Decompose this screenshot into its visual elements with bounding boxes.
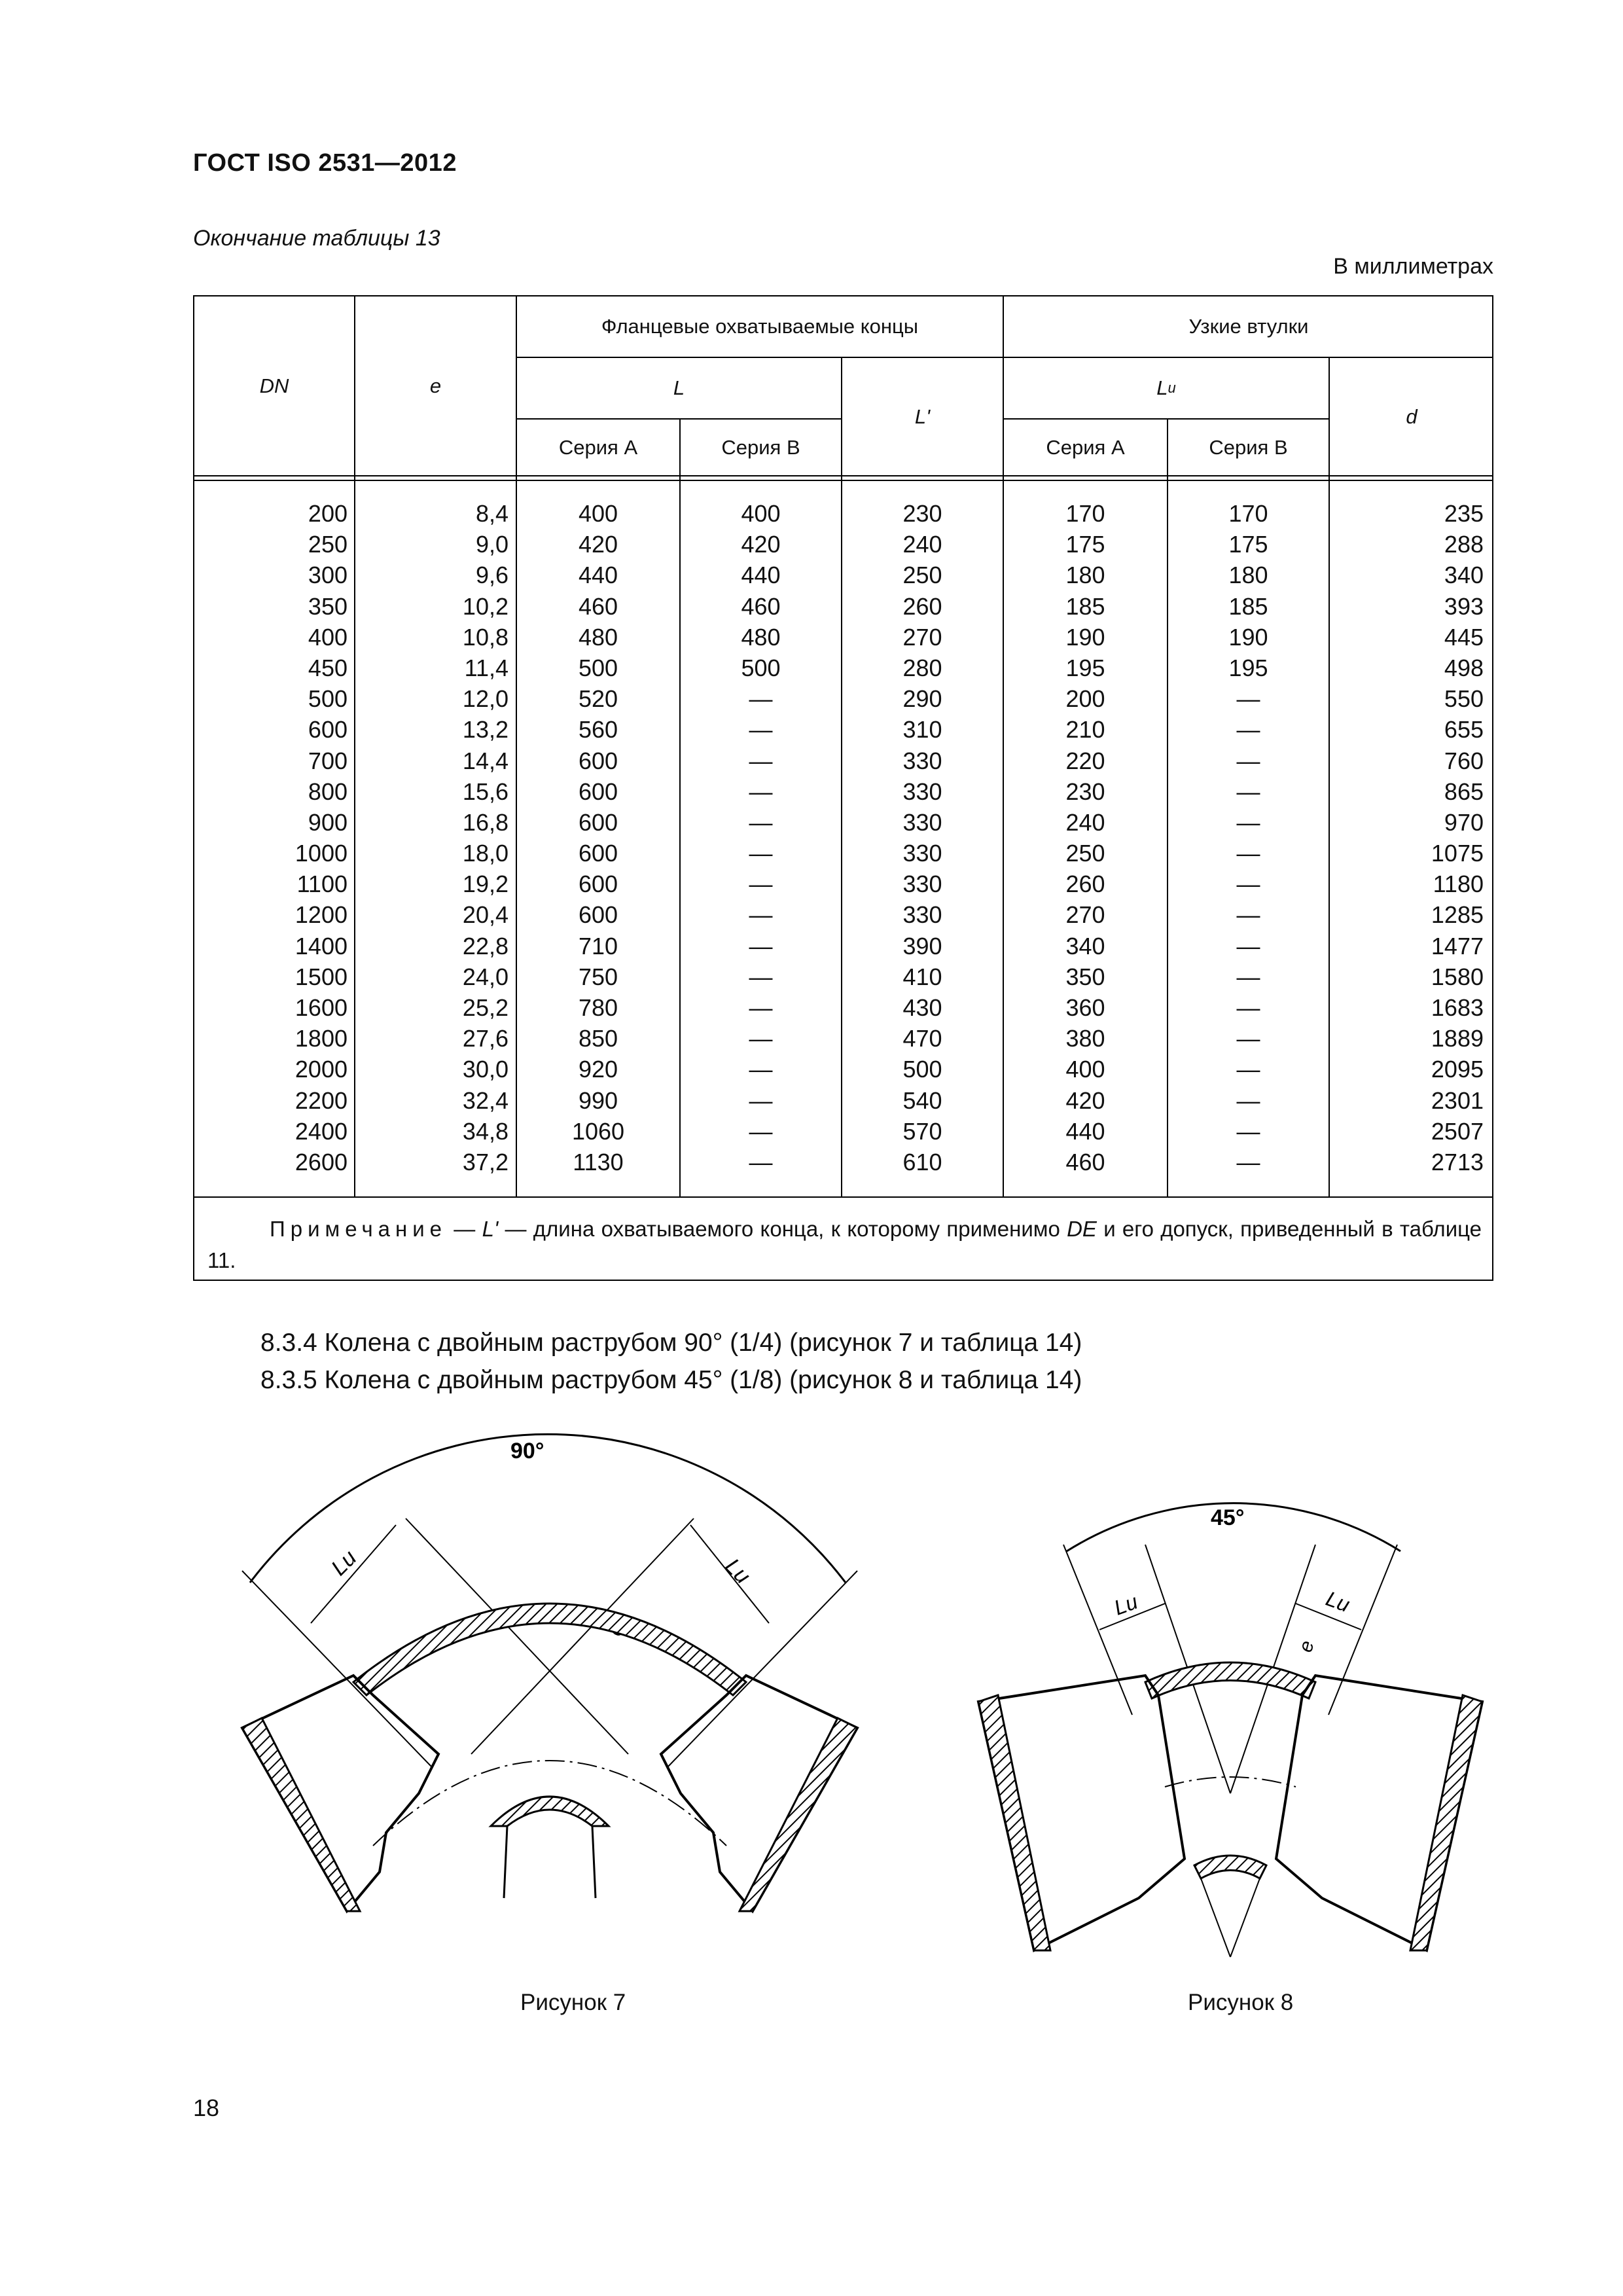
- table-cell: —: [749, 1117, 773, 1145]
- table-cell: 400: [578, 500, 618, 527]
- table-cell: 440: [1065, 1117, 1105, 1145]
- table-cell: 22,8: [462, 932, 508, 960]
- table-cell: 750: [578, 963, 618, 990]
- table-cell: —: [1236, 870, 1260, 898]
- table-cell: —: [1236, 716, 1260, 744]
- table-cell: 500: [308, 685, 348, 713]
- table-cell: 450: [308, 654, 348, 681]
- table-cell: —: [749, 901, 773, 929]
- table-cell: 1600: [294, 994, 348, 1021]
- header-dn: DN: [259, 374, 289, 397]
- table-cell: 310: [902, 716, 942, 744]
- table-cell: 1100: [296, 870, 348, 898]
- header-flanged-ends: Фланцевые охватываемые концы: [601, 315, 919, 338]
- column-Lu-series-a: [1004, 498, 1167, 1177]
- header-d: d: [1406, 404, 1418, 428]
- table-cell: 10,2: [462, 592, 508, 620]
- figure-7-drawing: [223, 1427, 877, 1964]
- table-cell: 190: [1228, 623, 1268, 651]
- table-cell: 2600: [294, 1148, 348, 1175]
- table-cell: 1580: [1431, 963, 1484, 990]
- table-cell: 1130: [573, 1148, 624, 1175]
- table-cell: 200: [308, 500, 348, 527]
- table-cell: —: [749, 932, 773, 960]
- table-cell: 480: [741, 623, 781, 651]
- table-cell: 600: [578, 747, 618, 774]
- fig8-lu-right: Lu: [1323, 1587, 1353, 1617]
- table-cell: —: [1236, 778, 1260, 805]
- table-cell: 32,4: [462, 1086, 508, 1114]
- table-cell: 1200: [294, 901, 348, 929]
- table-cell: 230: [902, 500, 942, 527]
- table-cell: 290: [902, 685, 942, 713]
- fig8-angle-label: 45°: [1211, 1505, 1245, 1530]
- table-cell: 380: [1065, 1025, 1105, 1052]
- table-caption: Окончание таблицы 13: [193, 226, 440, 251]
- table-cell: 360: [1065, 994, 1105, 1021]
- table-cell: 655: [1444, 716, 1484, 744]
- table-cell: 330: [902, 870, 942, 898]
- table-cell: 1889: [1431, 1025, 1484, 1052]
- table-cell: 16,8: [462, 808, 508, 836]
- table-cell: 280: [902, 654, 942, 681]
- table-cell: 1683: [1431, 994, 1484, 1021]
- table-cell: 350: [1065, 963, 1105, 990]
- table-cell: 1800: [294, 1025, 348, 1052]
- table-cell: —: [749, 870, 773, 898]
- table-cell: 600: [578, 870, 618, 898]
- table-cell: —: [749, 1086, 773, 1114]
- table-cell: 460: [578, 592, 618, 620]
- table-cell: 600: [308, 716, 348, 744]
- section-8-3-5: 8.3.5 Колена с двойным раструбом 45° (1/8) (рисунок 8 и таблица 14): [260, 1366, 1082, 1394]
- table-cell: 600: [578, 840, 618, 867]
- table-cell: 1500: [294, 963, 348, 990]
- table-cell: 390: [902, 932, 942, 960]
- table-cell: 250: [1065, 840, 1105, 867]
- table-note: Примечание — L' — длина охватываемого конца, к которому применимо DE и его допуск, приведенный в таблице 11.: [207, 1217, 1482, 1272]
- column-Lu-series-b: [1168, 498, 1329, 1177]
- table-cell: —: [749, 685, 773, 713]
- table-cell: 865: [1444, 778, 1484, 805]
- column-e: [355, 498, 508, 1177]
- table-cell: 180: [1065, 562, 1105, 589]
- table-cell: 400: [308, 623, 348, 651]
- table-cell: 250: [902, 562, 942, 589]
- table-cell: 2301: [1431, 1086, 1484, 1114]
- table-cell: —: [1236, 1148, 1260, 1175]
- table-cell: 8,4: [475, 500, 508, 527]
- column-L-prime: [842, 498, 1003, 1177]
- table-cell: 1285: [1431, 901, 1484, 929]
- table-cell: 37,2: [462, 1148, 508, 1175]
- table-cell: —: [749, 994, 773, 1021]
- table-cell: 195: [1065, 654, 1105, 681]
- table-cell: —: [1236, 1117, 1260, 1145]
- table-cell: 220: [1065, 747, 1105, 774]
- page-number: 18: [193, 2094, 220, 2121]
- table-cell: 500: [902, 1056, 942, 1083]
- table-cell: —: [1236, 747, 1260, 774]
- table-cell: 12,0: [462, 685, 508, 713]
- table-cell: 18,0: [462, 840, 508, 867]
- table-cell: 445: [1444, 623, 1484, 651]
- table-cell: 25,2: [462, 994, 508, 1021]
- table-cell: 19,2: [462, 870, 508, 898]
- figure-8-drawing: [969, 1492, 1492, 1977]
- table-cell: 600: [578, 808, 618, 836]
- table-cell: 460: [1065, 1148, 1105, 1175]
- table-cell: 200: [1065, 685, 1105, 713]
- table-cell: 550: [1444, 685, 1484, 713]
- table-cell: 170: [1065, 500, 1105, 527]
- table-cell: 340: [1444, 562, 1484, 589]
- table-cell: 800: [308, 778, 348, 805]
- table-cell: 24,0: [462, 963, 508, 990]
- table-cell: 570: [902, 1117, 942, 1145]
- table-cell: 34,8: [462, 1117, 508, 1145]
- note-label: Примечание: [270, 1217, 448, 1241]
- table-cell: 480: [578, 623, 618, 651]
- column-d: [1330, 498, 1484, 1177]
- header-Lu-series-b: Серия В: [1209, 435, 1288, 459]
- table-cell: 235: [1444, 500, 1484, 527]
- table-cell: 990: [578, 1086, 618, 1114]
- table-cell: 260: [902, 592, 942, 620]
- table-cell: 170: [1228, 500, 1268, 527]
- table-cell: —: [1236, 901, 1260, 929]
- table-cell: 2400: [294, 1117, 348, 1145]
- column-L-series-b: [681, 498, 841, 1177]
- table-cell: 430: [902, 994, 942, 1021]
- table-cell: —: [1236, 840, 1260, 867]
- table-cell: 270: [902, 623, 942, 651]
- table-cell: —: [1236, 808, 1260, 836]
- table-cell: 250: [308, 531, 348, 558]
- table-cell: —: [1236, 1056, 1260, 1083]
- table-cell: —: [749, 778, 773, 805]
- table-cell: 560: [578, 716, 618, 744]
- table-cell: 190: [1065, 623, 1105, 651]
- column-dn: [194, 498, 348, 1177]
- table-cell: 470: [902, 1025, 942, 1052]
- table-cell: —: [749, 1148, 773, 1175]
- table-cell: 240: [902, 531, 942, 558]
- table-cell: 11,4: [464, 654, 508, 681]
- table-cell: 330: [902, 808, 942, 836]
- table-cell: 270: [1065, 901, 1105, 929]
- table-cell: —: [1236, 685, 1260, 713]
- table-cell: 185: [1228, 592, 1268, 620]
- header-Lu-series-a: Серия А: [1046, 435, 1125, 459]
- table-cell: 520: [578, 685, 618, 713]
- table-cell: 970: [1444, 808, 1484, 836]
- table-cell: 600: [578, 901, 618, 929]
- table-cell: 420: [741, 531, 781, 558]
- table-cell: —: [749, 1025, 773, 1052]
- table-cell: —: [1236, 1025, 1260, 1052]
- table-cell: 13,2: [462, 716, 508, 744]
- table-cell: 400: [741, 500, 781, 527]
- table-cell: —: [749, 840, 773, 867]
- table-cell: 350: [308, 592, 348, 620]
- table-cell: —: [1236, 1086, 1260, 1114]
- header-narrow-sockets: Узкие втулки: [1188, 315, 1309, 338]
- table-cell: 420: [1065, 1086, 1105, 1114]
- table-cell: 330: [902, 747, 942, 774]
- table-cell: 240: [1065, 808, 1105, 836]
- figure-7-caption: Рисунок 7: [520, 1990, 626, 2015]
- table-cell: —: [749, 963, 773, 990]
- table-cell: —: [1236, 963, 1260, 990]
- table-cell: 2713: [1431, 1148, 1484, 1175]
- table-cell: 850: [578, 1025, 618, 1052]
- header-e: e: [429, 374, 442, 397]
- units-label: В миллиметрах: [1333, 254, 1493, 279]
- table-cell: 330: [902, 901, 942, 929]
- table-cell: 760: [1444, 747, 1484, 774]
- document-code: ГОСТ ISO 2531—2012: [193, 149, 457, 177]
- table-cell: 1180: [1433, 870, 1484, 898]
- table-cell: 330: [902, 840, 942, 867]
- table-cell: 1000: [294, 840, 348, 867]
- header-L-series-a: Серия А: [558, 435, 638, 459]
- table-cell: 288: [1444, 531, 1484, 558]
- fig8-lu-left: Lu: [1111, 1589, 1141, 1620]
- table-cell: 440: [741, 562, 781, 589]
- table-cell: 15,6: [462, 778, 508, 805]
- table-cell: 540: [902, 1086, 942, 1114]
- table-cell: 1075: [1431, 840, 1484, 867]
- table-cell: 1477: [1431, 932, 1484, 960]
- header-L-series-b: Серия В: [721, 435, 800, 459]
- fig7-angle-label: 90°: [510, 1439, 544, 1463]
- table-cell: 498: [1444, 654, 1484, 681]
- table-cell: 2200: [294, 1086, 348, 1114]
- table-cell: 230: [1065, 778, 1105, 805]
- table-cell: 20,4: [462, 901, 508, 929]
- table-cell: 330: [902, 778, 942, 805]
- table-cell: 14,4: [462, 747, 508, 774]
- table-cell: 460: [741, 592, 781, 620]
- table-cell: 500: [741, 654, 781, 681]
- header-L-prime: L': [914, 404, 931, 428]
- table-cell: 1060: [571, 1117, 625, 1145]
- table-cell: 210: [1065, 716, 1105, 744]
- table-cell: 2000: [294, 1056, 348, 1083]
- table-cell: 610: [902, 1148, 942, 1175]
- table-cell: 1400: [294, 932, 348, 960]
- table-cell: 600: [578, 778, 618, 805]
- table-cell: 27,6: [462, 1025, 508, 1052]
- table-cell: 175: [1065, 531, 1105, 558]
- table-cell: 180: [1228, 562, 1268, 589]
- table-cell: 10,8: [462, 623, 508, 651]
- table-cell: 710: [578, 932, 618, 960]
- table-cell: 195: [1228, 654, 1268, 681]
- table-cell: 920: [578, 1056, 618, 1083]
- table-cell: 900: [308, 808, 348, 836]
- table-cell: 260: [1065, 870, 1105, 898]
- table-cell: 393: [1444, 592, 1484, 620]
- fig8-e-label: e: [1294, 1638, 1319, 1655]
- fig7-lu-left: Lu: [326, 1545, 362, 1581]
- table-cell: —: [1236, 932, 1260, 960]
- table-cell: 340: [1065, 932, 1105, 960]
- section-8-3-4: 8.3.4 Колена с двойным раструбом 90° (1/4) (рисунок 7 и таблица 14): [260, 1329, 1082, 1357]
- column-L-series-a: [517, 498, 679, 1177]
- table-cell: 440: [578, 562, 618, 589]
- table-cell: 300: [308, 562, 348, 589]
- table-cell: 175: [1228, 531, 1268, 558]
- table-cell: 500: [578, 654, 618, 681]
- table-cell: 400: [1065, 1056, 1105, 1083]
- table-cell: —: [749, 808, 773, 836]
- table-cell: 9,6: [475, 562, 508, 589]
- dimensions-table: [193, 295, 1493, 1281]
- table-cell: 780: [578, 994, 618, 1021]
- table-cell: —: [1236, 994, 1260, 1021]
- table-cell: —: [749, 1056, 773, 1083]
- figure-8-caption: Рисунок 8: [1188, 1990, 1294, 2015]
- table-cell: —: [749, 716, 773, 744]
- table-cell: 700: [308, 747, 348, 774]
- header-Lu: L u: [1156, 376, 1176, 399]
- table-cell: 420: [578, 531, 618, 558]
- table-cell: 2095: [1431, 1056, 1484, 1083]
- table-cell: 30,0: [462, 1056, 508, 1083]
- header-L: L: [673, 376, 685, 399]
- table-cell: 2507: [1431, 1117, 1484, 1145]
- fig7-lu-right: Lu: [720, 1553, 755, 1589]
- table-cell: 410: [902, 963, 942, 990]
- table-cell: —: [749, 747, 773, 774]
- table-cell: 9,0: [475, 531, 508, 558]
- table-cell: 185: [1065, 592, 1105, 620]
